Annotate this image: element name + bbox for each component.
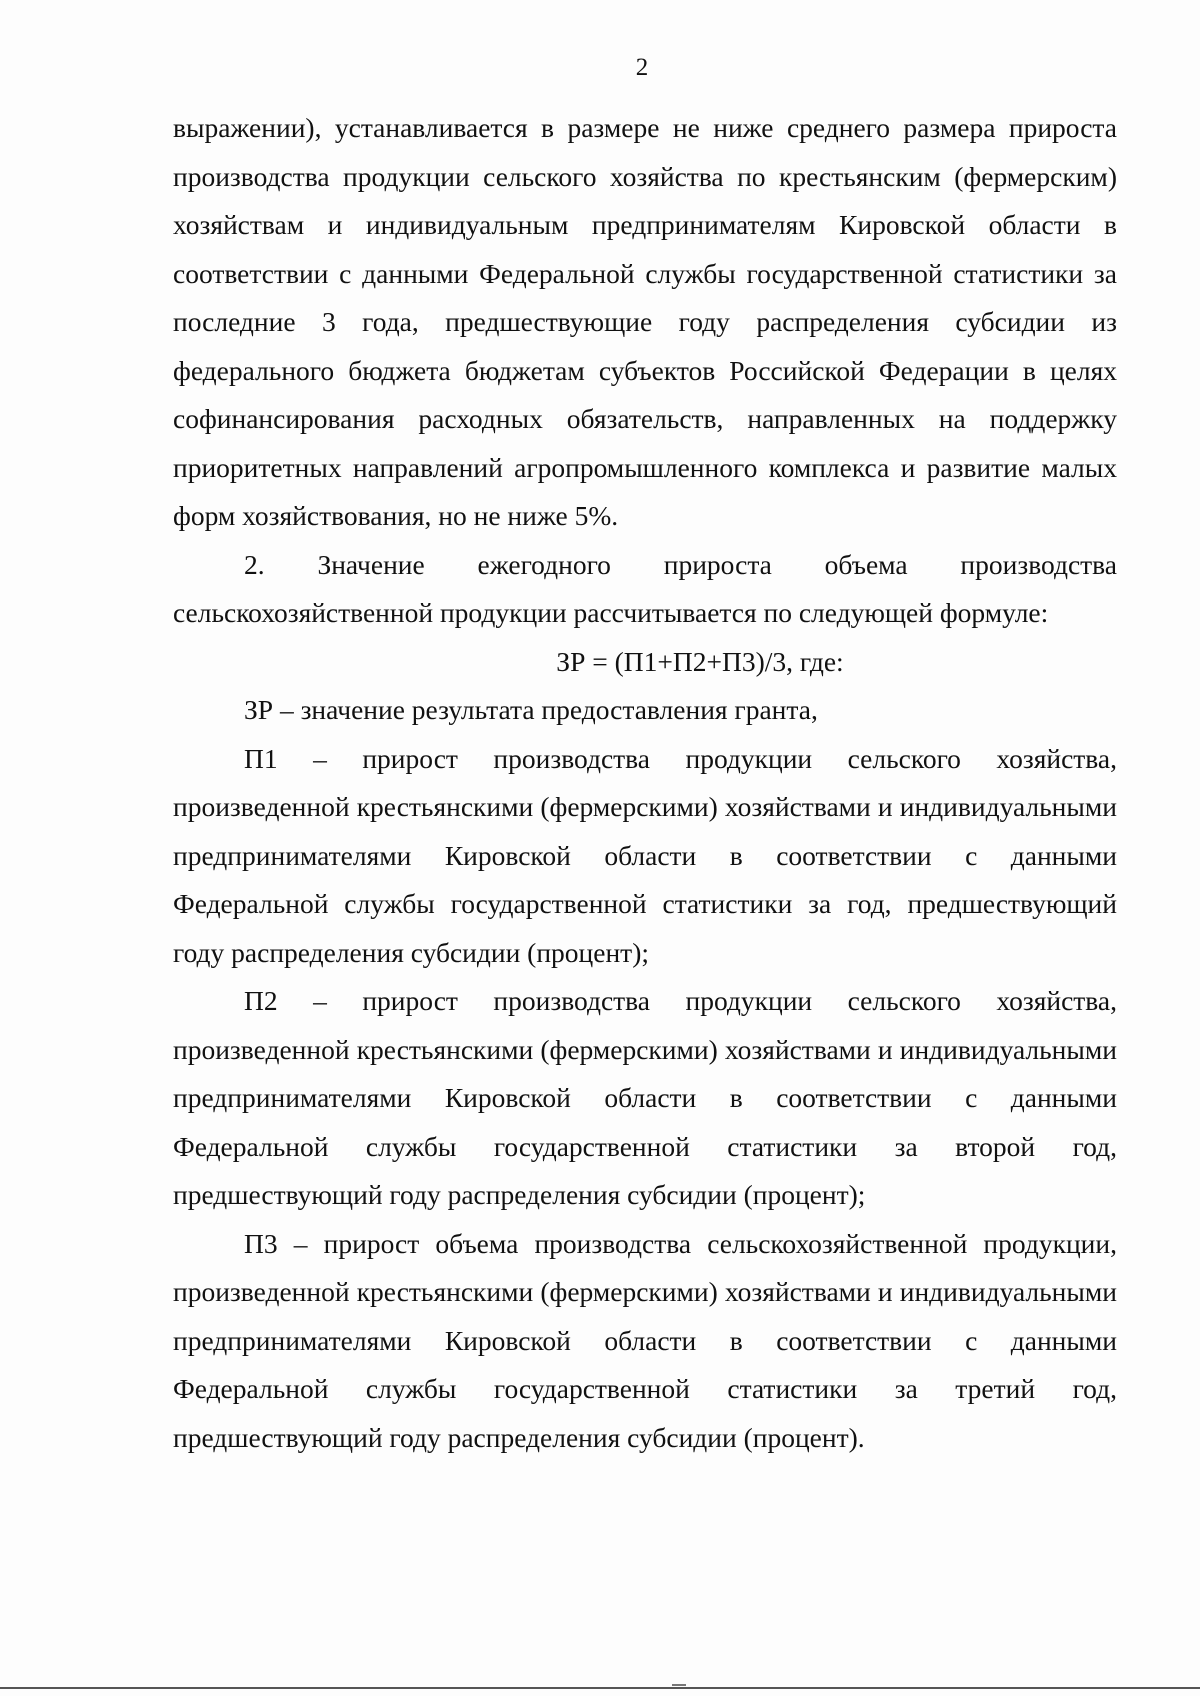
definition-zr: ЗР – значение результата предоставления гранта, <box>244 694 818 725</box>
scan-artifact-mark <box>672 1684 686 1686</box>
definition-p1: П1 – прирост производства продукции сельского хозяйства, произведенной крестьянскими (фермерскими) хозяйствами и индивидуальными предпринимателями Кировской области в соответствии с данными Федеральной службы государственной статистики за год, предшествующий году распределения субсидии (процент); <box>173 742 1117 968</box>
formula: ЗР = (П1+П2+П3)/3, где: <box>556 645 844 677</box>
document-body <box>173 104 1117 1462</box>
definition-p3: П3 – прирост объема производства сельскохозяйственной продукции, произведенной крестьянскими (фермерскими) хозяйствами и индивидуальными предпринимателями Кировской области в соответствии с данными Федеральной службы государственной статистики за третий год, предшествующий году распределения субсидии (процент). <box>173 1227 1117 1453</box>
paragraph-formula-intro: 2. Значение ежегодного прироста объема производства сельскохозяйственной продукции рассчитывается по следующей формуле: <box>173 548 1117 628</box>
paragraph-continuation: выражении), устанавливается в размере не ниже среднего размера прироста производства продукции сельского хозяйства по крестьянским (фермерским) хозяйствам и индивидуальным предпринимателям Кировской области в соответствии с данными Федеральной службы государственной статистики за последние 3 года, предшествующие году распределения субсидии из федерального бюджета бюджетам субъектов Российской Федерации в целях софинансирования расходных обязательств, направленных на поддержку приоритетных направлений агропромышленного комплекса и развитие малых форм хозяйствования, но не ниже 5%. <box>173 112 1117 531</box>
page-number: 2 <box>635 54 649 81</box>
scan-edge-line <box>0 1687 1200 1689</box>
definition-p2: П2 – прирост производства продукции сельского хозяйства, произведенной крестьянскими (фермерскими) хозяйствами и индивидуальными предпринимателями Кировской области в соответствии с данными Федеральной службы государственной статистики за второй год, предшествующий году распределения субсидии (процент); <box>173 985 1117 1210</box>
